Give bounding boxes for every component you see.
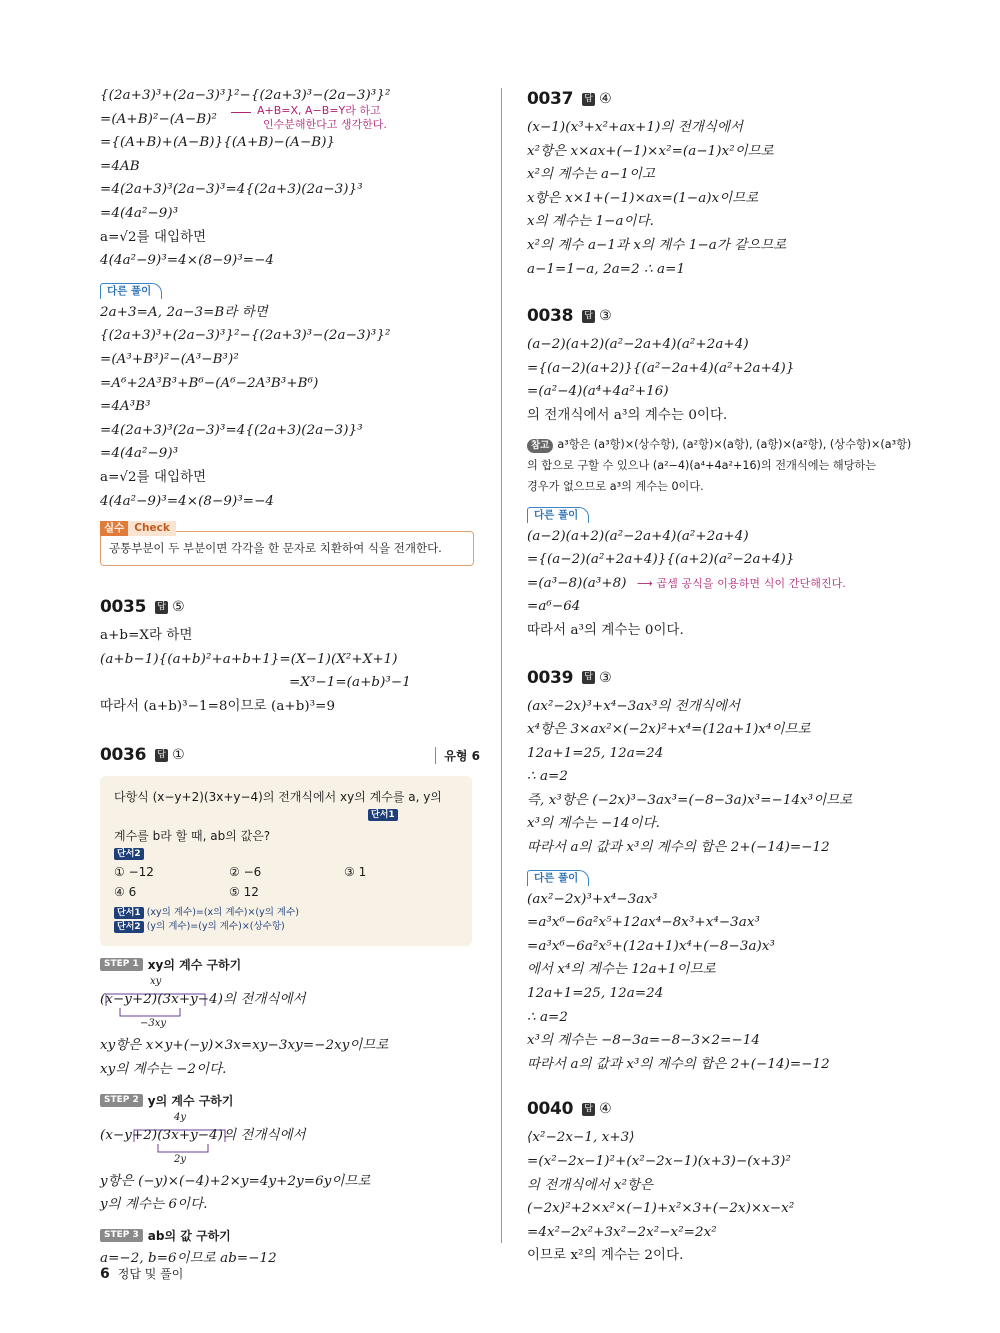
problem-0040-header bbox=[527, 1094, 907, 1124]
math-line: {(2a+3)³+(2a−3)³}²−{(2a+3)³−(2a−3)³}² bbox=[100, 328, 391, 344]
math-line: (a−2)(a+2)(a²−2a+4)(a²+2a+4) bbox=[527, 528, 749, 544]
problem-0038-solution bbox=[527, 333, 907, 427]
type-tag: 유형 6 bbox=[435, 747, 480, 764]
problem-number: 0040 bbox=[527, 1099, 574, 1120]
math-line: a−1=1−a, 2a=2 ∴ a=1 bbox=[527, 261, 686, 277]
tip-line: 의 합으로 구할 수 있으나 (a²−4)(a⁴+4a²+16)의 전개식에는 해당하는 bbox=[527, 458, 877, 472]
math-line: (x−y+2)(3x+y−4)의 전개식에서 bbox=[100, 1127, 306, 1143]
math-line: ∴ a=2 bbox=[527, 769, 568, 785]
math-line: =4(2a+3)³(2a−3)³=4{(2a+3)(2a−3)}³ bbox=[100, 422, 363, 438]
math-line: =a³x⁶−6a²x⁵+(12a+1)x⁴+(−8−3a)x³ bbox=[527, 938, 776, 954]
question-line: 다항식 (x−y+2)(3x+y−4)의 전개식에서 xy의 계수를 a, y의 bbox=[114, 790, 442, 805]
math-line: x항은 x×1+(−1)×ax=(1−a)x이므로 bbox=[527, 190, 759, 206]
answer-value: ④ bbox=[599, 91, 612, 107]
math-line: 4(4a²−9)³=4×(8−9)³=−4 bbox=[100, 493, 275, 509]
clue-badge: 단서2 bbox=[114, 848, 144, 860]
hint-line bbox=[114, 920, 458, 934]
problem-0037-solution bbox=[527, 116, 907, 281]
math-line: =(x²−2x−1)²+(x²−2x−1)(x+3)−(x+3)² bbox=[527, 1154, 791, 1169]
alt-solution-tag: 다른 풀이 bbox=[100, 283, 162, 299]
problem-0035-solution bbox=[100, 624, 480, 718]
step-title: xy의 계수 구하기 bbox=[147, 958, 242, 973]
tip-line bbox=[527, 434, 912, 455]
alt-solution-0034 bbox=[100, 301, 480, 513]
math-line: =4x²−2x²+3x²−2x²−x²=2x² bbox=[527, 1224, 717, 1240]
math-line: 따라서 a의 값과 x³의 계수의 합은 2+(−14)=−12 bbox=[527, 840, 830, 856]
answer-icon: 답 bbox=[582, 1103, 595, 1116]
hint-text: (xy의 계수)=(x의 계수)×(y의 계수) bbox=[146, 907, 299, 919]
answer-value: ① bbox=[172, 747, 185, 764]
answer-icon: 답 bbox=[155, 749, 168, 762]
left-column bbox=[100, 84, 480, 1270]
math-line: =(a²−4)(a⁴+4a²+16) bbox=[527, 384, 669, 400]
alt-solution-tag: 다른 풀이 bbox=[527, 507, 589, 523]
annotation-note bbox=[257, 104, 387, 132]
problem-0035-header bbox=[100, 592, 480, 622]
tip-text: a³항은 (a³항)×(상수항), (a²항)×(a항), (a항)×(a²항), (상수항)×(a³항) bbox=[557, 437, 912, 451]
math-line bbox=[527, 572, 907, 596]
annotation-line: A+B=X, A−B=Y라 하고 bbox=[257, 104, 381, 117]
tip-tag: 참고 bbox=[527, 439, 553, 453]
tip-line: 경우가 없으므로 a³의 계수는 0이다. bbox=[527, 479, 704, 493]
math-line: (−2x)²+2×x²×(−1)+x²×3+(−2x)×x−x² bbox=[527, 1201, 795, 1217]
math-line: x²항은 x×ax+(−1)×x²=(a−1)x²이므로 bbox=[527, 143, 774, 159]
problem-number: 0037 bbox=[527, 89, 574, 109]
math-line: =a⁶−64 bbox=[527, 599, 581, 615]
math-line: (ax²−2x)³+x⁴−3ax³ bbox=[527, 891, 658, 907]
math-line: 의 전개식에서 a³의 계수는 0이다. bbox=[527, 407, 728, 423]
answer-icon: 답 bbox=[582, 93, 595, 106]
math-line: y항은 (−y)×(−4)+2×y=4y+2y=6y이므로 bbox=[100, 1173, 371, 1189]
math-line: ⟨x²−2x−1, x+3⟩ bbox=[527, 1130, 635, 1146]
problem-number: 0035 bbox=[100, 597, 147, 618]
math-line: (x−y+2)(3x+y−4)의 전개식에서 bbox=[100, 992, 306, 1008]
top-label: xy bbox=[150, 976, 162, 988]
annotation-connector bbox=[231, 112, 251, 113]
math-line: =(A+B)²−(A−B)² bbox=[100, 111, 217, 127]
column-divider bbox=[501, 88, 502, 1243]
math-line: (a−2)(a+2)(a²−2a+4)(a²+2a+4) bbox=[527, 337, 749, 353]
math-line: a+b=X라 하면 bbox=[100, 628, 193, 644]
math-line: xy항은 x×y+(−y)×3x=xy−3xy=−2xy이므로 bbox=[100, 1038, 389, 1054]
math-line: a=√2를 대입하면 bbox=[100, 229, 207, 245]
answer-value: ④ bbox=[599, 1101, 612, 1118]
math-line: 에서 x⁴의 계수는 12a+1이므로 bbox=[527, 962, 716, 978]
math-line: x²의 계수 a−1과 x의 계수 1−a가 같으므로 bbox=[527, 237, 787, 253]
math-line: x³의 계수는 −8−3a=−8−3×2=−14 bbox=[527, 1033, 760, 1049]
problem-0038-header bbox=[527, 301, 907, 331]
bottom-label: 2y bbox=[174, 1153, 187, 1165]
choice-item: ② −6 bbox=[229, 865, 262, 880]
hint-text: (y의 계수)=(y의 계수)×(상수항) bbox=[146, 921, 285, 933]
alt-solution-tag: 다른 풀이 bbox=[527, 870, 589, 886]
answer-icon: 답 bbox=[155, 601, 168, 614]
step-3-heading bbox=[100, 1227, 480, 1244]
step-1-bracket-expr bbox=[100, 976, 480, 1034]
math-line: ={(a−2)(a²+2a+4)}{(a+2)(a²−2a+4)} bbox=[527, 552, 795, 568]
tip-block bbox=[527, 434, 912, 497]
formula-note: ⟶ 곱셈 공식을 이용하면 식이 간단해진다. bbox=[636, 576, 847, 590]
mistake-text: 공통부분이 두 부분이면 각각을 한 문자로 치환하여 식을 전개한다. bbox=[109, 541, 442, 556]
clue-badge: 단서2 bbox=[114, 921, 144, 933]
problem-0039-solution bbox=[527, 695, 907, 860]
math-line: 4(4a²−9)³=4×(8−9)³=−4 bbox=[100, 253, 275, 269]
math-line: =4AB bbox=[100, 158, 140, 174]
math-line: 이므로 x²의 계수는 2이다. bbox=[527, 1248, 684, 1264]
bottom-label: −3xy bbox=[140, 1018, 167, 1030]
mistake-check-header bbox=[100, 521, 176, 536]
math-line: (x−1)(x³+x²+ax+1)의 전개식에서 bbox=[527, 120, 744, 135]
page-number: 6 bbox=[100, 1265, 110, 1282]
annotation-line: 인수분해한다고 생각한다. bbox=[263, 118, 387, 131]
answer-value: ③ bbox=[599, 308, 612, 325]
math-line: a=−2, b=6이므로 ab=−12 bbox=[100, 1250, 277, 1266]
step-2-bracket-expr bbox=[100, 1112, 480, 1170]
math-line: x²의 계수는 a−1이고 bbox=[527, 167, 656, 183]
answer-icon: 답 bbox=[582, 671, 595, 684]
math-line: =(A³+B³)²−(A³−B³)² bbox=[100, 351, 239, 367]
step-badge: STEP 2 bbox=[100, 1094, 143, 1107]
question-box bbox=[100, 776, 472, 946]
math-line: (a+b−1){(a+b)²+a+b+1}=(X−1)(X²+X+1) bbox=[100, 651, 398, 667]
math-line: (ax²−2x)³+x⁴−3ax³의 전개식에서 bbox=[527, 698, 741, 714]
math-line: 즉, x³항은 (−2x)³−3ax³=(−8−3a)x³=−14x³이므로 bbox=[527, 792, 853, 808]
math-line: =4(2a+3)³(2a−3)³=4{(2a+3)(2a−3)}³ bbox=[100, 182, 363, 198]
alt-solution-0038 bbox=[527, 525, 907, 643]
answer-value: ③ bbox=[599, 669, 612, 686]
solution-0034-continued bbox=[100, 84, 480, 273]
step-title: y의 계수 구하기 bbox=[147, 1093, 234, 1108]
math-line: x⁴항은 3×ax²×(−2x)²+x⁴=(12a+1)x⁴이므로 bbox=[527, 722, 811, 738]
answer-icon: 답 bbox=[582, 310, 595, 323]
math-line: a=√2를 대입하면 bbox=[100, 469, 207, 485]
math-line: ={(a−2)(a+2)}{(a²−2a+4)(a²+2a+4)} bbox=[527, 360, 795, 376]
problem-0036-header bbox=[100, 740, 480, 770]
math-line: =4(4a²−9)³ bbox=[100, 446, 179, 462]
step-title: ab의 값 구하기 bbox=[147, 1228, 231, 1243]
math-line: 12a+1=25, 12a=24 bbox=[527, 745, 664, 761]
top-label: 4y bbox=[174, 1111, 187, 1123]
math-line: ∴ a=2 bbox=[527, 1009, 568, 1025]
choice-list bbox=[114, 862, 458, 902]
math-line: 따라서 a의 값과 x³의 계수의 합은 2+(−14)=−12 bbox=[527, 1056, 830, 1072]
choice-item: ④ 6 bbox=[114, 885, 137, 900]
step-1-heading bbox=[100, 956, 480, 973]
mistake-tag: 실수 bbox=[100, 521, 128, 536]
problem-0037-header bbox=[527, 84, 907, 114]
math-line: x의 계수는 1−a이다. bbox=[527, 214, 654, 230]
alt-solution-0039 bbox=[527, 888, 907, 1077]
math-line: {(2a+3)³+(2a−3)³}²−{(2a+3)³−(2a−3)³}² bbox=[100, 88, 391, 103]
math-line: =a³x⁶−6a²x⁵+12ax⁴−8x³+x⁴−3ax³ bbox=[527, 915, 761, 931]
clue-badge: 단서1 bbox=[114, 907, 144, 919]
clue-badge: 단서1 bbox=[368, 809, 398, 821]
math-line: 12a+1=25, 12a=24 bbox=[527, 986, 664, 1002]
choice-item: ③ 1 bbox=[344, 865, 367, 880]
right-column bbox=[527, 84, 912, 1268]
check-tag: Check bbox=[128, 521, 176, 536]
problem-number: 0036 bbox=[100, 745, 147, 766]
step-2-heading bbox=[100, 1092, 480, 1109]
math-line: =X³−1=(a+b)³−1 bbox=[289, 675, 411, 691]
math-line: y의 계수는 6이다. bbox=[100, 1197, 208, 1213]
problem-0040-solution bbox=[527, 1126, 907, 1268]
step-badge: STEP 1 bbox=[100, 958, 143, 971]
problem-number: 0038 bbox=[527, 306, 574, 327]
footer-label: 정답 및 풀이 bbox=[117, 1267, 184, 1281]
page-footer bbox=[100, 1265, 183, 1282]
question-line: 계수를 b라 할 때, ab의 값은? bbox=[114, 829, 271, 844]
mistake-check-box bbox=[100, 522, 474, 566]
math-line: 따라서 (a+b)³−1=8이므로 (a+b)³=9 bbox=[100, 698, 336, 714]
problem-number: 0039 bbox=[527, 667, 574, 688]
math-line: 따라서 a³의 계수는 0이다. bbox=[527, 622, 684, 638]
math-line: =4(4a²−9)³ bbox=[100, 205, 179, 221]
math-line: =A⁶+2A³B³+B⁶−(A⁶−2A³B³+B⁶) bbox=[100, 375, 319, 391]
answer-value: ⑤ bbox=[172, 599, 185, 616]
step-badge: STEP 3 bbox=[100, 1229, 143, 1242]
math-text: =(a³−8)(a³+8) bbox=[527, 575, 627, 591]
choice-item: ① −12 bbox=[114, 865, 154, 880]
math-line: 2a+3=A, 2a−3=B라 하면 bbox=[100, 304, 268, 320]
math-line: =4A³B³ bbox=[100, 399, 151, 415]
math-line: xy의 계수는 −2이다. bbox=[100, 1062, 227, 1078]
problem-0039-header bbox=[527, 663, 907, 693]
choice-item: ⑤ 12 bbox=[229, 885, 259, 900]
math-line: ={(A+B)+(A−B)}{(A+B)−(A−B)} bbox=[100, 135, 336, 151]
hint-line bbox=[114, 906, 458, 920]
math-line: x³의 계수는 −14이다. bbox=[527, 816, 660, 832]
math-line: 의 전개식에서 x²항은 bbox=[527, 1177, 654, 1193]
